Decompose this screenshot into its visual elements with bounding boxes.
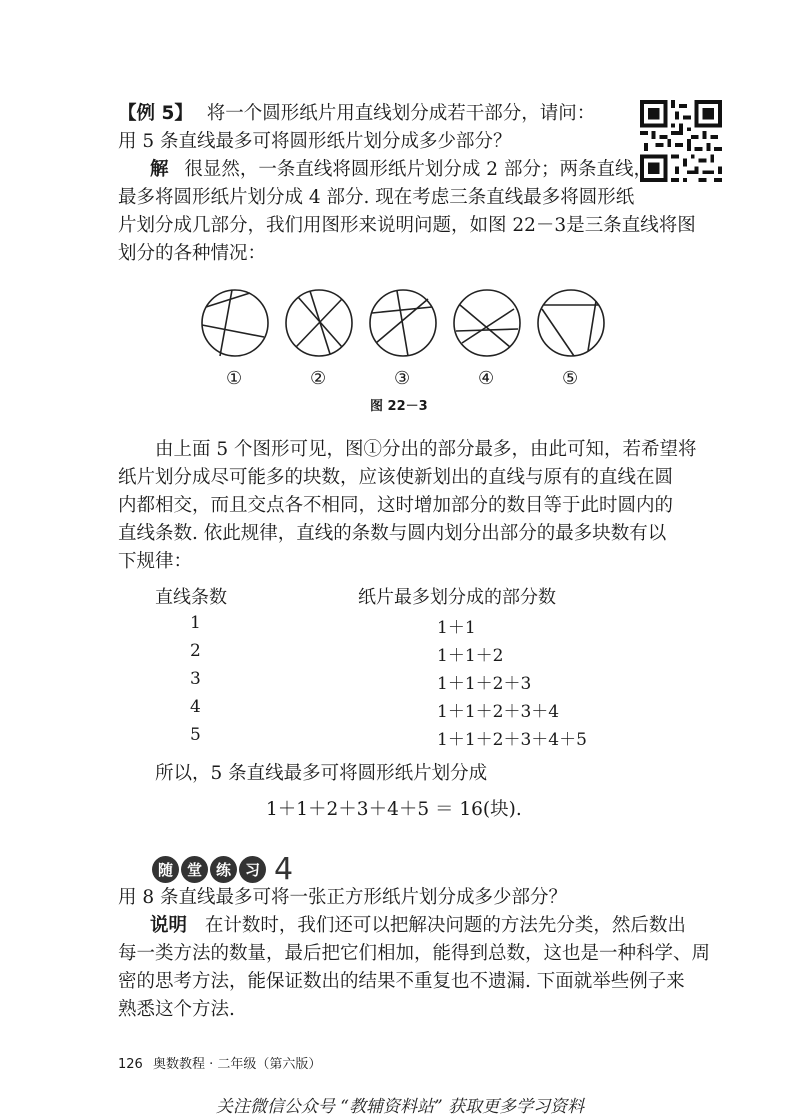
solution-line-1: [150, 157, 652, 183]
table-row-1-n: 1: [190, 613, 201, 633]
table-row-3-expr: 1＋1＋2＋3: [437, 674, 532, 694]
table-row-5-expr: 1＋1＋2＋3＋4＋5: [437, 730, 587, 750]
table-row-2-expr: 1＋1＋2: [437, 646, 504, 666]
table-row-1-expr: 1＋1: [437, 618, 476, 638]
paragraph-line-4: 直线条数. 依此规律，直线的条数与圆内划分出部分的最多块数有以: [118, 523, 667, 544]
table-header-lines: 直线条数: [155, 587, 227, 608]
table-row-4-n: 4: [190, 697, 201, 717]
circle-5: [538, 290, 604, 356]
solution-line-4: 划分的各种情况：: [118, 243, 267, 264]
note-line-2: 每一类方法的数量，最后把它们相加，能得到总数，这也是一种科学、周: [118, 943, 711, 964]
conclusion-line: 所以，5 条直线最多可将圆形纸片划分成: [155, 763, 488, 784]
note-text-1: 在计数时，我们还可以把解决问题的方法先分类，然后数出: [204, 915, 686, 936]
circle-1: [202, 290, 268, 356]
note-line-3: 密的思考方法，能保证数出的结果不重复也不遗漏. 下面就举些例子来: [118, 971, 685, 992]
figure-label-3: ③: [394, 368, 411, 389]
practice-char-4: 习: [239, 856, 266, 883]
paragraph-line-2: 纸片划分成尽可能多的块数，应该使新划出的直线与原有的直线在圆: [118, 467, 674, 488]
table-row-4-expr: 1＋1＋2＋3＋4: [437, 702, 560, 722]
practice-char-1: 随: [152, 856, 179, 883]
practice-question: 用 8 条直线最多可将一张正方形纸片划分成多少部分？: [118, 887, 568, 908]
solution-line-3: 片划分成几部分，我们用图形来说明问题，如图 22－3是三条直线将图: [118, 215, 696, 236]
solution-text-1: 很显然，一条直线将圆形纸片划分成 2 部分；两条直线，: [184, 159, 652, 180]
book-title: 奥数教程 · 二年级（第六版）: [152, 1057, 322, 1072]
practice-char-2: 堂: [181, 856, 208, 883]
conclusion-formula: 1＋1＋2＋3＋4＋5 ＝ 16(块).: [266, 799, 522, 820]
figure-caption: 图 22－3: [370, 399, 428, 414]
table-row-5-n: 5: [190, 725, 201, 745]
page-number: 126: [118, 1057, 143, 1072]
figure-label-5: ⑤: [562, 368, 579, 389]
example-question-1: 将一个圆形纸片用直线划分成若干部分，请问：: [206, 103, 596, 124]
practice-char-3: 练: [210, 856, 237, 883]
figure-label-1: ①: [226, 368, 243, 389]
practice-number: 4: [274, 852, 294, 887]
circle-4: [454, 290, 520, 356]
note-line-4: 熟悉这个方法.: [118, 999, 235, 1020]
table-row-3-n: 3: [190, 669, 201, 689]
note-line-1: [150, 913, 686, 939]
figure-circles: [192, 285, 612, 365]
table-row-2-n: 2: [190, 641, 201, 661]
example-line-2: 用 5 条直线最多可将圆形纸片划分成多少部分？: [118, 131, 512, 152]
figure-label-2: ②: [310, 368, 327, 389]
page-footer: [118, 1053, 321, 1072]
solution-line-2: 最多将圆形纸片划分成 4 部分. 现在考虑三条直线最多将圆形纸: [118, 187, 635, 208]
circle-2: [286, 290, 352, 356]
circle-3: [370, 290, 436, 356]
paragraph-line-3: 内都相交，而且交点各不相同，这时增加部分的数目等于此时圆内的: [118, 495, 674, 516]
figure-label-4: ④: [478, 368, 495, 389]
paragraph-line-5: 下规律：: [118, 551, 193, 572]
example-line-1: [118, 101, 595, 127]
paragraph-line-1: 由上面 5 个图形可见，图①分出的部分最多，由此可知，若希望将: [155, 439, 697, 460]
note-label: 说明: [150, 915, 188, 936]
table-header-parts: 纸片最多划分成的部分数: [358, 587, 556, 608]
example-tag: 【例 5】: [118, 103, 193, 124]
watermark-text: 关注微信公众号 “教辅资料站” 获取更多学习资料: [215, 1097, 585, 1117]
solution-label: 解: [150, 159, 169, 180]
practice-heading: [152, 852, 293, 887]
qr-code-icon: [640, 100, 722, 182]
